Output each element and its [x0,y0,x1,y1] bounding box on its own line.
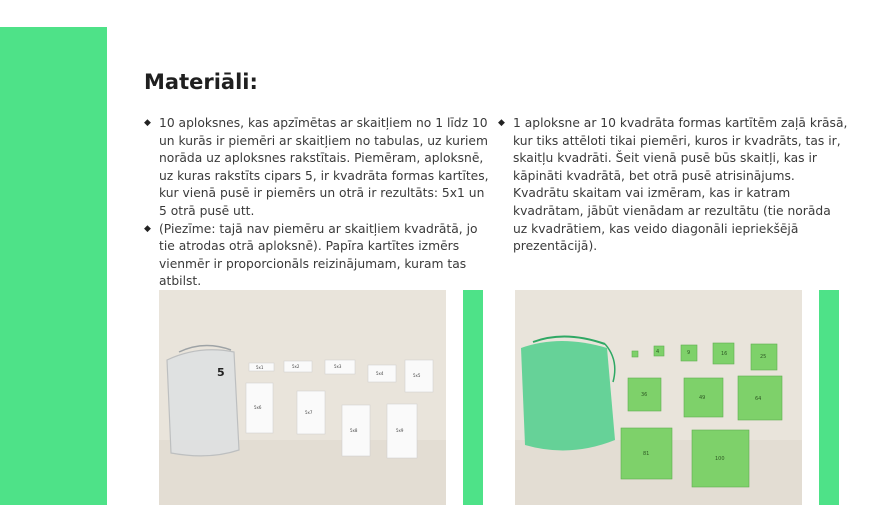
list-item [498,115,848,256]
bag-label: 5 [217,366,225,379]
card-label: 5x1 [256,365,264,370]
list-item-text: (Piezīme: tajā nav piemēru ar skaitļiem kvadrātā, jo tie atrodas otrā aploksnē). Papīra kartītes izmērs vienmēr ir proporcionāls reizinājumam, kuram tas atbilst. [159,221,478,289]
left-accent-bar [0,27,107,505]
left-materials-list [144,115,494,291]
square-label: 64 [755,396,762,402]
card-label: 5x3 [334,364,342,369]
square-label: 16 [721,351,728,357]
envelope-cards-photo [159,290,446,505]
accent-bar [463,290,483,505]
square-label: 9 [687,350,691,356]
diamond-bullet-icon: ◆ [498,118,505,128]
square-label: 25 [760,354,767,360]
list-item-text: 10 aploksnes, kas apzīmētas ar skaitļiem no 1 līdz 10 un kurās ir piemēri ar skaitļiem no tabulas, uz kuriem norāda uz aploksnes rakstītais. Piemēram, aploksnē, uz kuras rakstīts cipars 5, ir kvadrāta formas kartītes, kur vienā pusē ir piemērs un otrā ir rezultāts: 5x1 un 5 otrā pusē utt. [159,116,489,218]
card-label: 5x4 [376,371,384,376]
card-label: 5x2 [292,364,300,369]
diamond-bullet-icon: ◆ [144,223,151,234]
square-label: 100 [715,456,725,462]
list-item [144,115,494,221]
accent-bar [819,290,839,505]
square-label: 81 [643,451,650,457]
card-label: 5x5 [413,373,421,378]
right-materials-list [498,115,848,256]
page-title: Materiāli: [144,70,258,94]
square-label: 49 [699,395,706,401]
card-label: 5x8 [350,428,358,433]
list-item-text: 1 aploksne ar 10 kvadrāta formas kartītēm zaļā krāsā, kur tiks attēloti tikai piemēri, kuros ir kvadrāts, tas ir, skaitļu kvadrāti. Šeit vienā pusē būs skaitļi, kas ir kāpināti kvadrātā, bet otrā pusē atrisinājums. Kvadrātu skaitam vai izmēram, kas ir katram kvadrātam, jābūt vienādam ar rezultātu (tie norāda uz kvadrātiem, kas veido diagonāli iepriekšējā prezentācijā). [513,116,848,254]
card-label: 5x7 [305,410,313,415]
square-label: 4 [656,349,660,355]
diamond-bullet-icon: ◆ [144,118,151,128]
card-label: 5x9 [396,428,404,433]
green-squares-photo [515,290,802,505]
square-label: 36 [641,392,648,398]
card-label: 5x6 [254,405,262,410]
list-item [144,221,494,291]
